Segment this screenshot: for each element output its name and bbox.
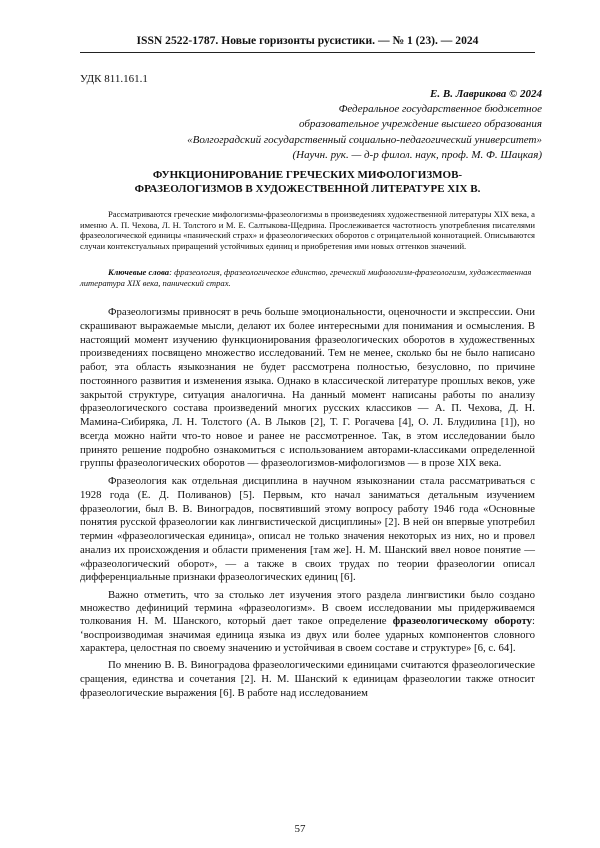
udk-code: УДК 811.161.1 — [80, 73, 148, 85]
body-paragraph-2: Фразеология как отдельная дисциплина в научном языкознании стала рассматриваться с 1928 года (Е. Д. Поливанов) [5]. Первым, кто начал заниматься детальным изучением фразеологии, был В. В. Виноградов, посвятивший этому вопросу работу 1946 года «Основные понятия русской фразеологии как лингвистической дисциплины» [2]. В ней он впервые употребил термин «фразеологическая единица», описал не только значения некоторых из них, но и провел анализ их происхождения и области применения [там же]. Н. М. Шанский ввел новое понятие — «фразеологический оборот», — а также в своих трудах по теории фразеологии описал дифференциальные признаки фразеологических единиц [6]. — [80, 475, 535, 584]
author-name: Е. В. Лаврикова © 2024 — [430, 88, 542, 100]
header-rule — [80, 52, 535, 53]
title-line-1: ФУНКЦИОНИРОВАНИЕ ГРЕЧЕСКИХ МИФОЛОГИЗМОВ- — [152, 169, 463, 181]
body-paragraph-3 — [80, 589, 535, 655]
defined-term: фразеологическому обороту — [392, 615, 533, 628]
keywords-text: : фразеология, фразеологическое единство, греческий мифологизм-фразеологизм, художественная литература XIX века, панический страх. — [80, 267, 532, 288]
affiliation-line-1: Федеральное государственное бюджетное — [338, 103, 542, 116]
paragraph-3-text-start: Важно отметить, что за столько лет изучения этого раздела лингвистики было создано множество дефиниций термина «фразеологизм». В своем исследовании мы придерживаемся толкования Н. М. Шанского, который дает такое определение — [80, 589, 535, 628]
affiliation-line-3: «Волгоградский государственный социально-педагогический университет» — [187, 133, 542, 146]
abstract: Рассматриваются греческие мифологизмы-фразеологизмы в произведениях художественной литературы XIX века, а именно А. П. Чехова, Л. Н. Толстого и М. Е. Салтыкова-Щедрина. Прослеживается частотность употребления писателями фразеологической единицы «панический страх» и фразеологических оборотов с отрицательной коннотацией. Описываются случаи контекстуальных приращений устойчивых единиц и приобретения ими новых оттенков значений. — [80, 209, 535, 251]
article-title — [80, 168, 535, 196]
body-paragraph-1: Фразеологизмы привносят в речь больше эмоциональности, оценочности и экспрессии. Они скрашивают выражаемые мысли, делают их более интересными для понимания и осмысления. В настоящий момент изучению функционирования фразеологических оборотов в художественных произведениях посвящено множество исследований. Тем не менее, сколько бы не было написано работ, эта область языкознания не будет рассмотрена полностью, безусловно, по причине постоянного развития и изменения языка. Однако в классической литературе прошлых веков, уже закрытой структуре, ситуация аналогична. На данный момент написаны работы по анализу фразеологического состава произведений многих русских классиков — А. П. Чехова, Д. Н. Мамина-Сибиряка, Л. Н. Толстого (А. В Лыков [2], Т. Г. Рогачева [4], О. Л. Блудилина [1]), но всегда можно найти что-то новое и ранее не рассмотренное. Так, в этом исследовании было принято решение подробно ознакомиться с использованием авторами-классиками определенной группы фразеологических оборотов — фразеологизмов-мифологизмов — в прозе XIX века. — [80, 306, 535, 470]
supervisor-line: (Научн. рук. — д-р филол. наук, проф. М. Ф. Шацкая) — [292, 148, 542, 161]
keywords-label: Ключевые слова — [108, 267, 170, 277]
author-affiliation-block — [150, 87, 542, 163]
keywords — [80, 267, 535, 288]
journal-header: ISSN 2522-1787. Новые горизонты русистики. — № 1 (23). — 2024 — [136, 34, 479, 47]
paragraph-3-text-end: : ‘воспроизводимая значимая единица языка из двух или более ударных компонентов словного характера, целостная по своему значению и устойчивая в своем составе и структуре» [6, с. 64]. — [80, 615, 536, 654]
article-body — [80, 306, 535, 704]
affiliation-line-2: образовательное учреждение высшего образования — [299, 118, 542, 131]
body-paragraph-4: По мнению В. В. Виноградова фразеологическими единицами считаются фразеологические сращения, единства и сочетания [2]. Н. М. Шанский к единицам фразеологии также относит фразеологические выражения [6]. В работе над исследованием — [80, 659, 535, 699]
page-number: 57 — [294, 823, 306, 835]
title-line-2: ФРАЗЕОЛОГИЗМОВ В ХУДОЖЕСТВЕННОЙ ЛИТЕРАТУРЕ XIX В. — [134, 183, 481, 195]
